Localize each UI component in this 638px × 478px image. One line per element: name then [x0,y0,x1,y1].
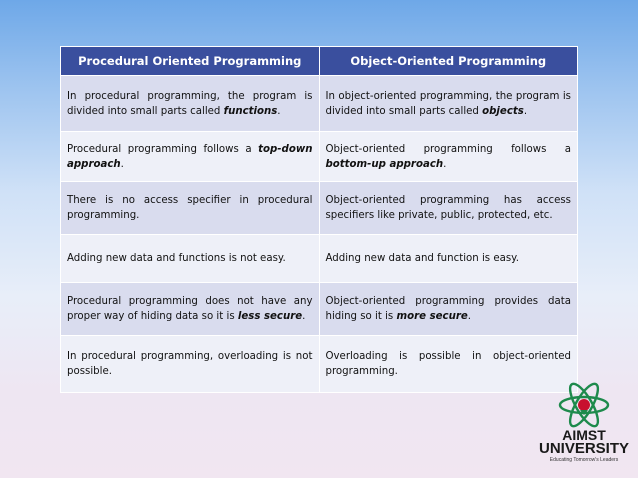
cell-object-oriented: Adding new data and function is easy. [319,235,578,283]
cell-object-oriented: Object-oriented programming follows a bottom-up approach. [319,132,578,182]
cell-object-oriented: Object-oriented programming has access specifiers like private, public, protected, etc. [319,182,578,235]
table-row [61,235,578,283]
table-row [61,76,578,132]
cell-object-oriented: Object-oriented programming provides data hiding so it is more secure. [319,283,578,336]
table-header-row [61,47,578,76]
logo-name-line2: UNIVERSITY [538,440,629,457]
logo-tagline: Educating Tomorrow's Leaders [549,457,619,463]
cell-procedural: Procedural programming follows a top-down approach. [61,132,320,182]
table-row [61,283,578,336]
cell-procedural: In procedural programming, overloading is not possible. [61,336,320,393]
cell-procedural: In procedural programming, the program is divided into small parts called functions. [61,76,320,132]
table-row [61,132,578,182]
logo-name-line1: AIMST [562,427,606,443]
cell-procedural: Adding new data and functions is not easy. [61,235,320,283]
header-procedural: Procedural Oriented Programming [61,47,320,76]
comparison-table [60,46,578,393]
cell-procedural: There is no access specifier in procedural programming. [61,182,320,235]
header-object-oriented: Object-Oriented Programming [319,47,578,76]
atom-emblem-icon [558,382,610,428]
cell-object-oriented: In object-oriented programming, the program is divided into small parts called objects. [319,76,578,132]
table-row [61,336,578,393]
aimst-logo [536,382,632,466]
cell-procedural: Procedural programming does not have any proper way of hiding data so it is less secure. [61,283,320,336]
table-row [61,182,578,235]
cell-object-oriented: Overloading is possible in object-oriented programming. [319,336,578,393]
